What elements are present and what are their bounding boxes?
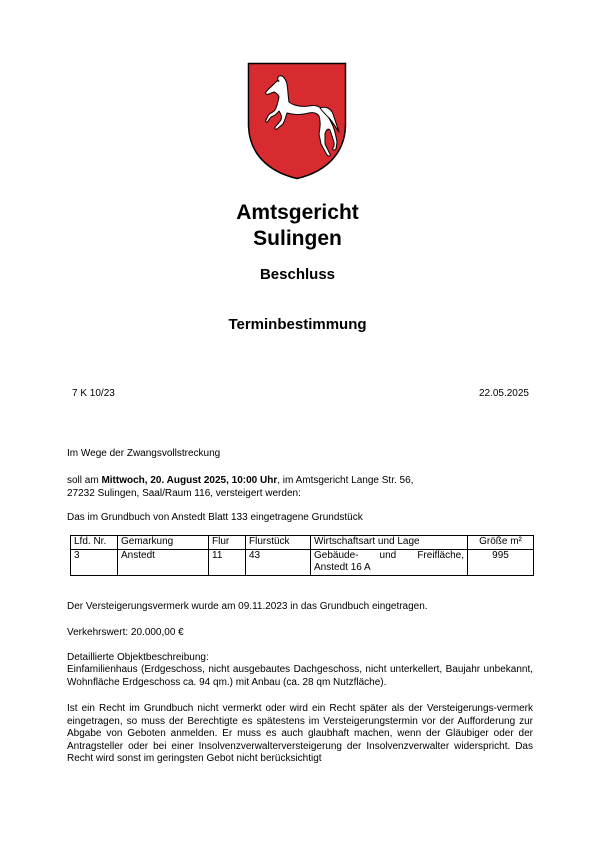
col-header-wirtschaftsart: Wirtschaftsart und Lage: [311, 536, 468, 550]
description-text: Einfamilienhaus (Erdgeschoss, nicht ausgebautes Dachgeschoss, nicht unterkellert, Baujahr unbekannt, Wohnfläche Erdgeschoss ca. 94 qm.) mit Anbau (ca. 28 qm Nutzfläche).: [67, 664, 533, 688]
case-number: 7 K 10/23: [72, 388, 115, 399]
description-label: Detaillierte Objektbeschreibung:: [67, 652, 209, 663]
table-row: [71, 549, 534, 575]
document-date: 22.05.2025: [478, 388, 529, 399]
cell-wirtschaftsart: [311, 549, 468, 575]
appointment-datetime: Mittwoch, 20. August 2025, 10:00 Uhr: [101, 475, 278, 486]
col-header-gemarkung: Gemarkung: [118, 536, 209, 550]
cell-groesse: 995: [468, 549, 534, 575]
cell-gemarkung: Anstedt: [118, 549, 209, 575]
document-subject: Terminbestimmung: [228, 316, 367, 333]
appointment-prefix: soll am: [67, 475, 102, 486]
col-header-flurstueck: Flurstück: [246, 536, 311, 550]
coat-of-arms-image: [247, 62, 347, 180]
col-header-flur: Flur: [209, 536, 246, 550]
cell-wirtschaftsart-line2: Anstedt 16 A: [314, 562, 371, 573]
table-header-row: [71, 536, 534, 550]
col-header-lfd-nr: Lfd. Nr.: [71, 536, 118, 550]
court-name-line1: Amtsgericht: [236, 201, 359, 224]
rights-text: Ist ein Recht im Grundbuch nicht vermerkt oder wird ein Recht später als der Versteigerungs-vermerk eingetragen, so muss der Berechtigte es spätestens im Versteigerungstermin vor der Aufforderung zur Abgabe von Geboten anmelden. Er muss es auch glaubhaft machen, wenn der Gläubiger oder der Antragsteller oder bei einer Insolvenzverwalterversteigerung der Insolvenzverwalter widerspricht. Das Recht wird sonst im geringsten Gebot nicht berücksichtigt: [67, 703, 533, 764]
market-value: Verkehrswert: 20.000,00 €: [67, 627, 184, 638]
property-intro: Das im Grundbuch von Anstedt Blatt 133 eingetragene Grundstück: [67, 512, 363, 523]
appointment-location: , im Amtsgericht Lange Str. 56,: [277, 475, 414, 486]
appointment-address: 27232 Sulingen, Saal/Raum 116, versteigert werden:: [67, 487, 301, 499]
cell-wirtschaftsart-line1: Gebäude- und Freifläche,: [314, 549, 464, 561]
registration-text: Der Versteigerungsvermerk wurde am 09.11.2023 in das Grundbuch eingetragen.: [67, 601, 428, 612]
property-table: [70, 535, 534, 576]
cell-flur: 11: [209, 549, 246, 575]
col-header-groesse: Größe m²: [468, 536, 534, 550]
cell-flurstueck: 43: [246, 549, 311, 575]
document-type: Beschluss: [259, 266, 336, 283]
intro-text: Im Wege der Zwangsvollstreckung: [67, 448, 221, 459]
appointment-text: [67, 475, 533, 500]
cell-lfd-nr: 3: [71, 549, 118, 575]
court-name-line2: Sulingen: [253, 227, 342, 250]
